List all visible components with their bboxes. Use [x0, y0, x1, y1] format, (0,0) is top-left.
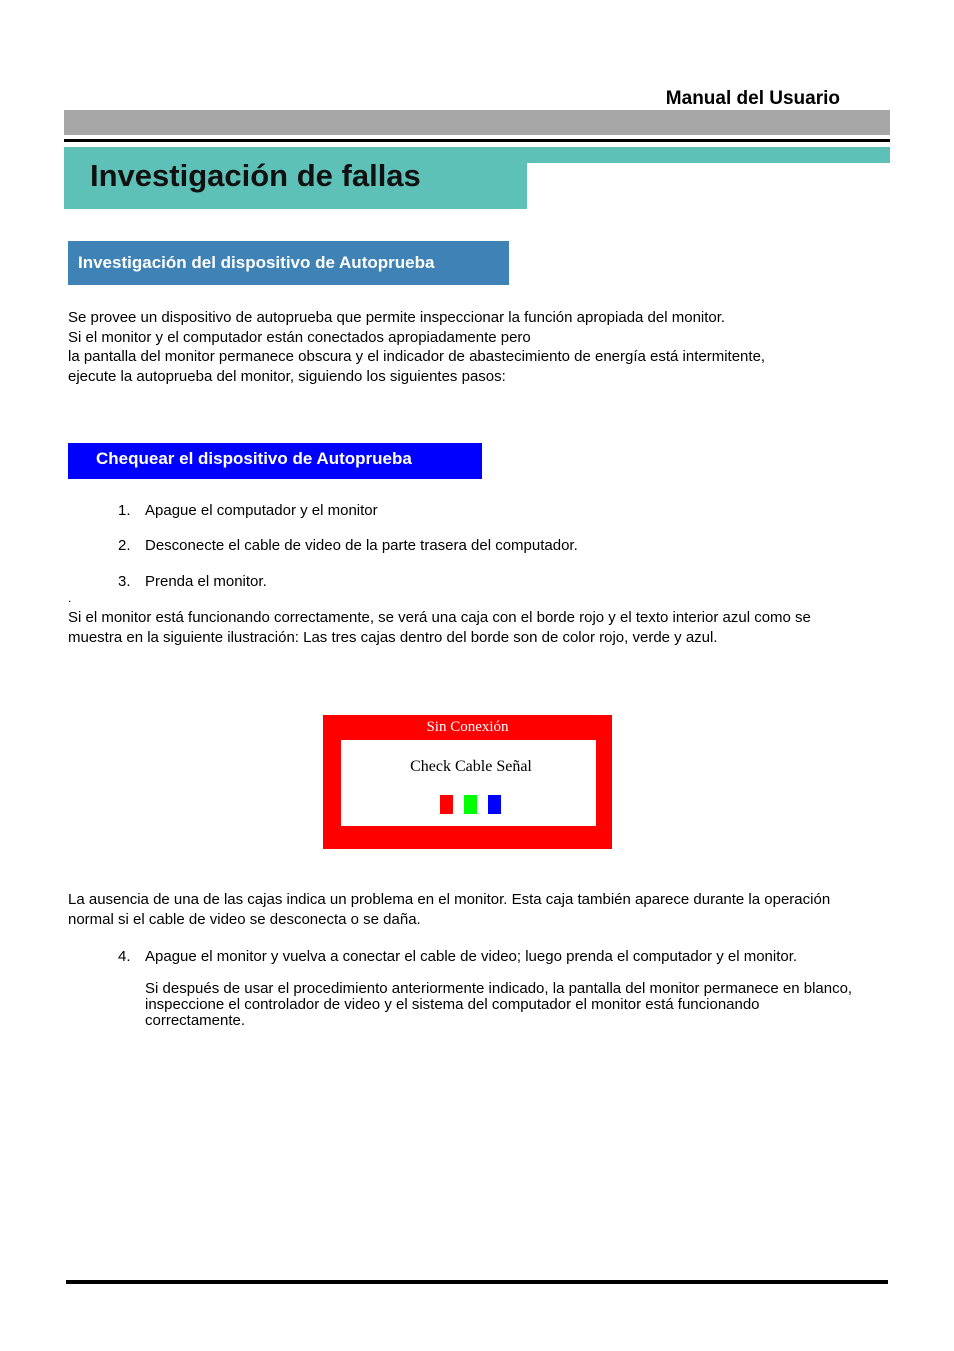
note-line: inspeccione el controlador de video y el sistema del computador el monitor está funcionando [145, 996, 760, 1013]
intro-line: Si el monitor y el computador están conectados apropiadamente pero [68, 328, 531, 346]
list-item [118, 948, 797, 965]
note-line: Si después de usar el procedimiento anteriormente indicado, la pantalla del monitor permanece en blanco, [145, 980, 853, 997]
step-number: 4. [118, 948, 131, 965]
intro-line: ejecute la autoprueba del monitor, siguiendo los siguientes pasos: [68, 367, 506, 385]
osd-message: Check Cable Señal [410, 758, 532, 775]
result-paragraph [68, 608, 898, 647]
step-number: 1. [118, 502, 131, 519]
result-line: muestra en la siguiente ilustración: Las tres cajas dentro del borde son de color rojo, verde y azul. [68, 628, 718, 646]
footer-divider [66, 1280, 888, 1284]
step-text: Prenda el monitor. [145, 573, 267, 590]
section-heading-chequear: Chequear el dispositivo de Autoprueba [68, 443, 482, 479]
absence-line: normal si el cable de video se desconecta o se daña. [68, 910, 421, 928]
blue-square [488, 795, 501, 814]
header-divider [64, 139, 890, 142]
list-item [118, 573, 267, 590]
step-text: Apague el monitor y vuelva a conectar el cable de video; luego prenda el computador y el monitor. [145, 948, 798, 965]
intro-paragraph [68, 308, 898, 386]
step-number: 3. [118, 573, 131, 590]
intro-line: la pantalla del monitor permanece obscura y el indicador de abastecimiento de energía está intermitente, [68, 348, 766, 365]
title-banner-tail [527, 147, 890, 163]
intro-line: Se provee un dispositivo de autoprueba que permite inspeccionar la función apropiada del monitor. [68, 309, 726, 326]
note-line: correctamente. [145, 1012, 246, 1029]
title-banner-curve [527, 163, 567, 209]
list-item [118, 502, 378, 519]
section-heading-autoprueba: Investigación del dispositivo de Autoprueba [68, 241, 509, 285]
step-number: 2. [118, 537, 131, 554]
page-title: Investigación de fallas [90, 158, 421, 193]
result-line: Si el monitor está funcionando correctamente, se verá una caja con el borde rojo y el texto interior azul como se [68, 609, 811, 626]
absence-paragraph [68, 890, 898, 929]
step-text: Apague el computador y el monitor [145, 502, 378, 519]
red-square [440, 795, 453, 814]
absence-line: La ausencia de una de las cajas indica un problema en el monitor. Esta caja también aparece durante la operación [68, 891, 831, 908]
note-paragraph [145, 981, 890, 1029]
list-item [118, 537, 578, 554]
header-gray-bar [64, 110, 890, 135]
step-text: Desconecte el cable de video de la parte trasera del computador. [145, 537, 578, 554]
stray-dot: . [68, 591, 72, 605]
osd-title: Sin Conexión [426, 719, 509, 735]
green-square [464, 795, 477, 814]
manual-title: Manual del Usuario [665, 88, 840, 109]
